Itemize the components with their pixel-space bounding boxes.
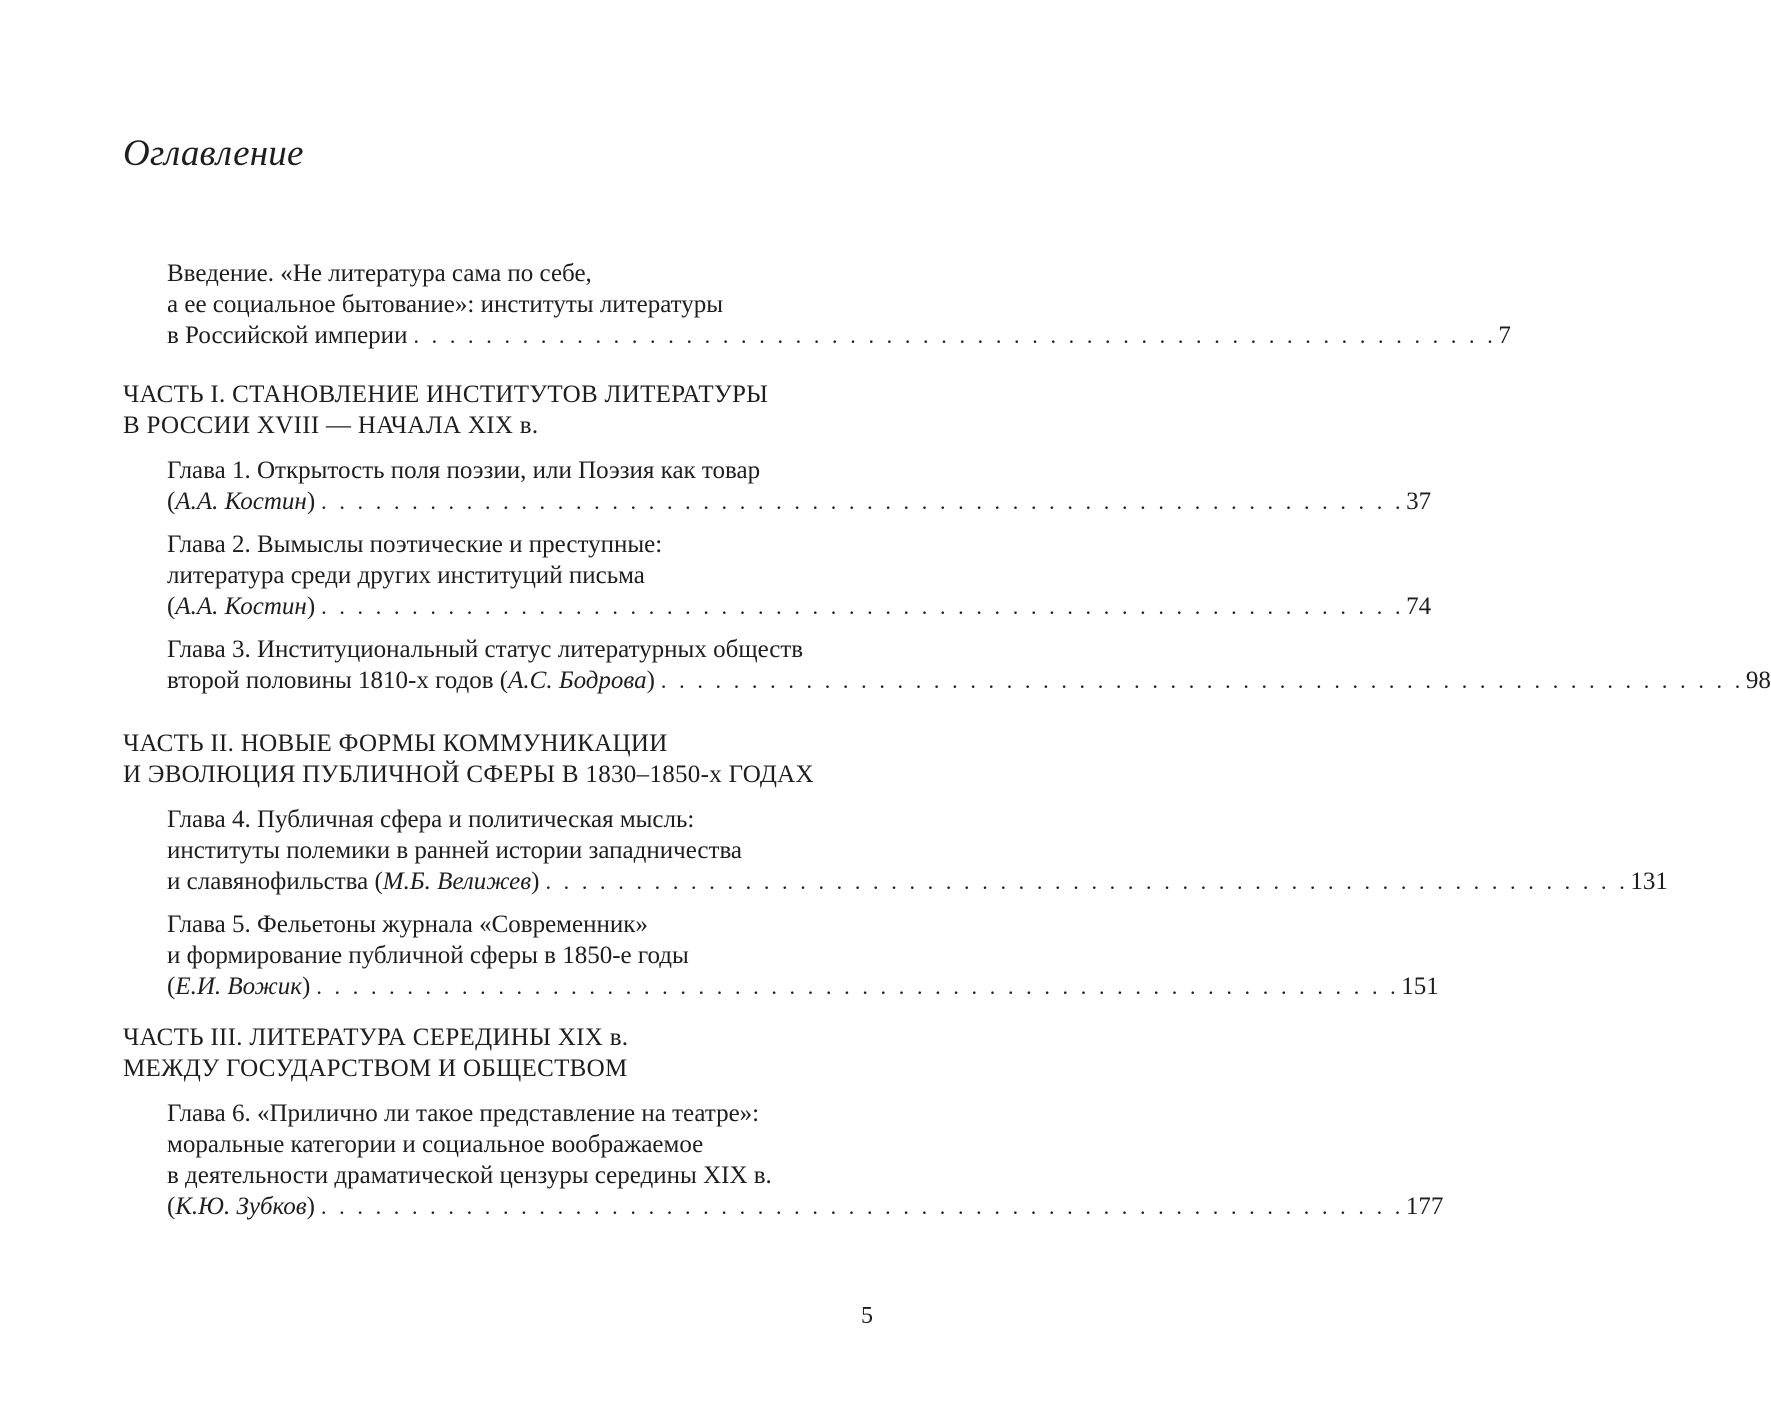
toc-line: моральные категории и социальное воображаемое <box>167 1131 704 1158</box>
toc-line: Глава 4. Публичная сфера и политическая мысль: <box>167 806 695 833</box>
part-heading <box>123 728 875 790</box>
table-of-contents <box>123 258 1771 1234</box>
toc-line: и формирование публичной сферы в 1850-е годы <box>167 942 689 969</box>
page-ref: 98 <box>1745 667 1771 694</box>
dot-leader: . . . . . . . . . . . . . . . . . . . . . . . . . . . . . . . . . . . . . . . . . . . . . . . . . . . . . . . . . . . . <box>660 668 1744 693</box>
toc-line: Глава 5. Фельетоны журнала «Современник» <box>167 911 648 938</box>
toc-line: литература среди других институций письма <box>167 562 645 589</box>
toc-text: (Е.И. Вожик) <box>167 973 311 1000</box>
toc-text: в Российской империи <box>167 322 408 349</box>
toc-text: и славянофильства (М.Б. Велижев) <box>167 868 540 895</box>
part-heading <box>123 379 875 441</box>
toc-line: Глава 2. Вымыслы поэтические и преступные: <box>167 531 663 558</box>
toc-entry-chapter <box>123 529 1432 622</box>
toc-text: (А.А. Костин) <box>167 593 316 620</box>
toc-line-last <box>167 665 1771 696</box>
author-name: К.Ю. Зубков <box>175 1193 307 1220</box>
toc-line-last <box>167 320 1511 351</box>
dot-leader: . . . . . . . . . . . . . . . . . . . . . . . . . . . . . . . . . . . . . . . . . . . . . . . . . . . . . . . . . . . . <box>320 1194 1404 1219</box>
author-name: Е.И. Вожик <box>175 973 303 1000</box>
dot-leader: . . . . . . . . . . . . . . . . . . . . . . . . . . . . . . . . . . . . . . . . . . . . . . . . . . . . . . . . . . . . <box>321 594 1405 619</box>
author-name: М.Б. Велижев <box>382 868 532 895</box>
toc-line: Глава 6. «Прилично ли такое представление на театре»: <box>167 1100 760 1127</box>
toc-text: второй половины 1810-х годов (А.С. Бодрова) <box>167 667 655 694</box>
part-line: И ЭВОЛЮЦИЯ ПУБЛИЧНОЙ СФЕРЫ В 1830–1850-х ГОДАХ <box>123 761 814 788</box>
toc-entry-introduction <box>123 258 1511 351</box>
dot-leader: . . . . . . . . . . . . . . . . . . . . . . . . . . . . . . . . . . . . . . . . . . . . . . . . . . . . . . . . . . . . <box>545 869 1629 894</box>
part-line: В РОССИИ XVIII — НАЧАЛА XIX в. <box>123 412 539 439</box>
toc-line-last <box>167 1191 1444 1222</box>
toc-entry-chapter <box>123 1098 1444 1222</box>
toc-line-last <box>167 591 1432 622</box>
toc-text: (К.Ю. Зубков) <box>167 1193 315 1220</box>
part-line: ЧАСТЬ III. ЛИТЕРАТУРА СЕРЕДИНЫ XIX в. <box>123 1024 629 1051</box>
toc-entry-chapter <box>123 455 1432 517</box>
part-line: ЧАСТЬ I. СТАНОВЛЕНИЕ ИНСТИТУТОВ ЛИТЕРАТУРЫ <box>123 381 769 408</box>
toc-line: Глава 1. Открытость поля поэзии, или Поэзия как товар <box>167 457 761 484</box>
toc-text: (А.А. Костин) <box>167 488 316 515</box>
toc-line-last <box>167 866 1668 897</box>
page-ref: 74 <box>1406 593 1432 620</box>
page-ref: 37 <box>1406 488 1432 515</box>
dot-leader: . . . . . . . . . . . . . . . . . . . . . . . . . . . . . . . . . . . . . . . . . . . . . . . . . . . . . . . . . . . . <box>316 974 1400 999</box>
author-name: А.С. Бодрова <box>508 667 647 694</box>
toc-line-last <box>167 971 1439 1002</box>
toc-line-last <box>167 486 1432 517</box>
toc-line: в деятельности драматической цензуры середины XIX в. <box>167 1162 772 1189</box>
page-number: 5 <box>861 1303 873 1329</box>
page-ref: 177 <box>1405 1193 1444 1220</box>
toc-line: Глава 3. Институциональный статус литературных обществ <box>167 636 804 663</box>
page-ref: 131 <box>1630 868 1668 895</box>
toc-entry-chapter <box>123 804 1668 897</box>
part-line: МЕЖДУ ГОСУДАРСТВОМ И ОБЩЕСТВОМ <box>123 1055 628 1082</box>
toc-line: а ее социальное бытование»: институты литературы <box>167 291 724 318</box>
toc-entry-chapter <box>123 634 1771 696</box>
part-heading <box>123 1022 875 1084</box>
dot-leader: . . . . . . . . . . . . . . . . . . . . . . . . . . . . . . . . . . . . . . . . . . . . . . . . . . . . . . . . . . . . <box>413 323 1497 348</box>
toc-line: Введение. «Не литература сама по себе, <box>167 260 592 287</box>
page-ref: 7 <box>1498 322 1511 349</box>
toc-line: институты полемики в ранней истории западничества <box>167 837 743 864</box>
toc-entry-chapter <box>123 909 1439 1002</box>
author-name: А.А. Костин <box>175 593 307 620</box>
dot-leader: . . . . . . . . . . . . . . . . . . . . . . . . . . . . . . . . . . . . . . . . . . . . . . . . . . . . . . . . . . . . <box>321 489 1405 514</box>
part-line: ЧАСТЬ II. НОВЫЕ ФОРМЫ КОММУНИКАЦИИ <box>123 730 668 757</box>
page-ref: 151 <box>1401 973 1439 1000</box>
author-name: А.А. Костин <box>175 488 307 515</box>
page-title: Оглавление <box>123 133 304 174</box>
